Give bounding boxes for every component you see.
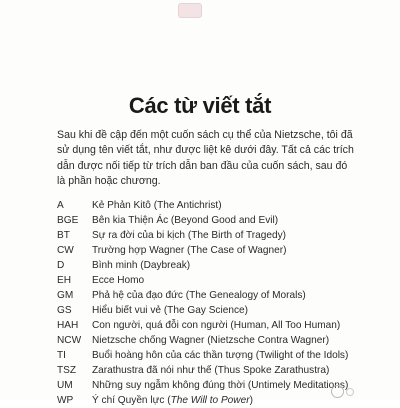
abbreviation-list [57,198,357,408]
abbreviation-item [57,318,357,333]
abbreviation-code: NCW [57,335,82,346]
abbreviation-code: BT [57,230,70,241]
abbreviation-title: Buổi hoàng hôn của các thần tượng (Twilight of the Idols) [92,350,349,361]
abbreviation-title: Bình minh (Daybreak) [92,260,191,271]
abbreviation-title: Những suy ngẫm không đúng thời (Untimely Meditations) [92,380,349,391]
abbreviation-title: Con người, quá đỗi con người (Human, All Too Human) [92,320,341,331]
abbreviation-code: BGE [57,215,79,226]
abbreviation-item [57,243,357,258]
abbreviation-item [57,393,357,408]
abbreviation-item [57,228,357,243]
abbreviation-code: EH [57,275,72,286]
abbreviation-title: Trường hợp Wagner (The Case of Wagner) [92,245,287,256]
abbreviation-code: CW [57,245,74,256]
abbreviation-title: Phả hệ của đạo đức (The Genealogy of Morals) [92,290,306,301]
abbreviation-code: TI [57,350,66,361]
abbreviation-title-italic: The Will to Power [170,395,250,406]
abbreviation-code: A [57,200,64,211]
page-ornament-small-icon [346,388,354,396]
abbreviation-item [57,198,357,213]
abbreviation-title-end: ) [249,395,253,406]
abbreviation-code: HAH [57,320,79,331]
abbreviation-title: Hiểu biết vui vẻ (The Gay Science) [92,305,248,316]
abbreviation-item [57,378,357,393]
intro-paragraph: Sau khi đề cập đến một cuốn sách cụ thể của Nietzsche, tôi đã sử dụng tên viết tắt, như được liệt kê dưới đây. Tất cả các trích dẫn được nối tiếp từ trích dẫn ban đầu của cuốn sách, sau đó là phần hoặc chương. [57,129,354,188]
page-ornament-icon [331,385,344,398]
abbreviation-title: Bên kia Thiện Ác (Beyond Good and Evil) [92,215,279,226]
abbreviation-title: Sự ra đời của bi kịch (The Birth of Tragedy) [92,230,287,241]
abbreviation-item [57,303,357,318]
abbreviation-title: Nietzsche chống Wagner (Nietzsche Contra Wagner) [92,335,330,346]
abbreviation-title [92,393,357,408]
abbreviation-item [57,288,357,303]
abbreviation-code: WP [57,395,74,406]
abbreviation-title: Zarathustra đã nói như thế (Thus Spoke Zarathustra) [92,365,330,376]
abbreviation-title: Ecce Homo [92,275,145,286]
abbreviation-title: Kẻ Phản Kitô (The Antichrist) [92,200,222,211]
abbreviation-item [57,273,357,288]
abbreviation-code: D [57,260,65,271]
abbreviation-item [57,213,357,228]
page-title: Các từ viết tắt [128,92,272,118]
page-corner-mark [178,3,202,18]
abbreviation-item [57,333,357,348]
abbreviation-item [57,348,357,363]
abbreviation-item [57,258,357,273]
abbreviation-code: GM [57,290,74,301]
abbreviation-item [57,363,357,378]
abbreviation-code: UM [57,380,73,391]
abbreviation-title-main: Ý chí Quyền lực ( [92,395,171,406]
abbreviation-code: TSZ [57,365,77,376]
abbreviation-code: GS [57,305,72,316]
